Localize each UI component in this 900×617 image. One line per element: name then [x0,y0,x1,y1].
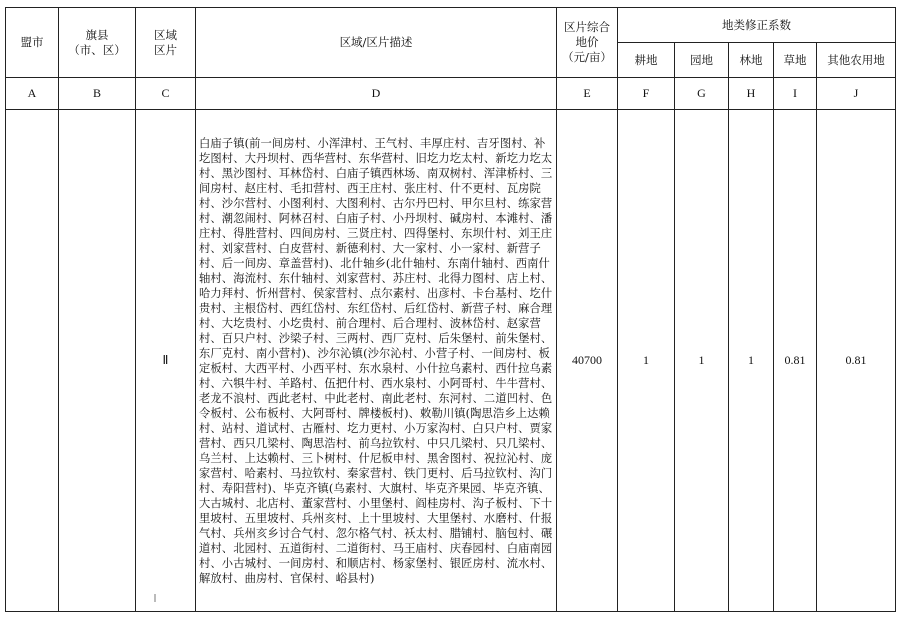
header-zone-line-1: 区域 [154,27,177,42]
header-zone-line-2: 区片 [154,42,177,57]
cell-coef-grassland: 0.81 [774,110,817,612]
letter-i: I [774,78,817,110]
letter-b: B [59,78,136,110]
cell-zone: Ⅱ [136,110,196,612]
header-coefficient-group: 地类修正系数 [618,8,896,43]
cell-coef-orchard: 1 [675,110,729,612]
cell-description: 白庙子镇(前一间房村、小浑津村、王气村、丰厚庄村、吉牙图村、补圪图村、大丹坝村、西华营村、东华营村、旧圪力圪太村、新圪力圪太村、黑沙图村、耳林岱村、白庙子镇西林场、南双树村、浑津桥村、三间房村、赵庄村、毛扣营村、西王庄村、张庄村、什不更村、瓦房院村、沙尔营村、小图利村、大图利村、古尔丹巴村、甲尔旦村、练家营村、潮忽闹村、阿林召村、白庙子村、小丹坝村、碱房村、本滩村、潘庄村、得胜营村、四间房村、三贤庄村、四得堡村、东坝什村、刘王庄村、刘家营村、白皮营村、新德利村、大一家村、小一家村、新营子村、后一间房、章盖营村)、北什轴乡(北什轴村、东南什轴村、西南什轴村、海流村、东什轴村、刘家营村、苏庄村、北得力图村、店上村、哈力拜村、忻州营村、侯家营村、点尔素村、出彦村、卡台基村、圪什贵村、主根岱村、西红岱村、东红岱村、后红岱村、新营子村、麻合理村、大圪贵村、小圪贵村、前合理村、后合理村、波林岱村、赵家营村、百只户村、沙梁子村、三两村、西厂克村、后朱堡村、前朱堡村、东厂克村、南小营村)、沙尔沁镇(沙尔沁村、小营子村、一间房村、板定板村、大西平村、小西平村、东水泉村、小什拉乌素村、西什拉乌素村、六犋牛村、羊路村、伍把什村、西水泉村、小阿哥村、牛牛营村、老龙不浪村、西此老村、中此老村、南此老村、东河村、二道凹村、色令板村、公布板村、大阿哥村、牌楼板村)、敕勒川镇(陶思浩乡上达赖村、站村、道试村、古雁村、圪力更村、小万家沟村、白只户村、贾家营村、西只几梁村、陶思浩村、前乌拉钦村、中只几梁村、只几梁村、乌兰村、上达赖村、三卜树村、什尼板申村、黑舍图村、祝拉沁村、庞家营村、哈素村、马拉钦村、秦家营村、铁门更村、后马拉钦村、沟门村、寿阳营村)、毕克齐镇(乌素村、大旗村、毕克齐果园、毕克齐镇、大古城村、北店村、董家营村、小里堡村、阎桂房村、沟子板村、下十里坡村、五里坡村、兵州亥村、上十里坡村、大里堡村、水磨村、什报气村、兵州亥乡讨合气村、忽尔格气村、袄太村、腊铺村、脑包村、碾道村、北园村、五道街村、二道街村、马王庙村、庆春园村、白庙南园村、小古城村、一间房村、和顺店村、杨家堡村、银匠房村、流水村、解放村、曲房村、官保村、峪县村) [196,110,557,612]
cell-league-city [6,110,59,612]
letter-g: G [675,78,729,110]
cell-coef-forest: 1 [729,110,774,612]
header-description: 区域/区片描述 [196,8,557,78]
header-coef-grassland: 草地 [774,43,817,78]
cell-coef-other: 0.81 [817,110,896,612]
letter-f: F [618,78,675,110]
header-coef-other: 其他农用地 [817,43,896,78]
header-coef-orchard: 园地 [675,43,729,78]
scan-mark [154,594,156,602]
letter-e: E [557,78,618,110]
header-row-1 [6,8,896,43]
letter-h: H [729,78,774,110]
cell-county [59,110,136,612]
header-county [59,8,136,78]
cell-coef-cultivated: 1 [618,110,675,612]
cell-price: 40700 [557,110,618,612]
header-price [557,8,618,78]
header-zone [136,8,196,78]
letter-a: A [6,78,59,110]
table-row [6,110,896,612]
header-county-line-1: 旗县 [85,27,109,42]
header-coef-cultivated: 耕地 [618,43,675,78]
letter-j: J [817,78,896,110]
land-price-table [5,7,896,612]
header-league-city: 盟市 [6,8,59,78]
column-letter-row [6,78,896,110]
header-price-line-2: 地价 [575,35,599,49]
letter-d: D [196,78,557,110]
header-county-line-2: （市、区） [68,42,126,57]
letter-c: C [136,78,196,110]
header-price-line-3: （元/亩） [562,50,612,64]
header-price-line-1: 区片综合 [564,20,610,34]
header-coef-forest: 林地 [729,43,774,78]
